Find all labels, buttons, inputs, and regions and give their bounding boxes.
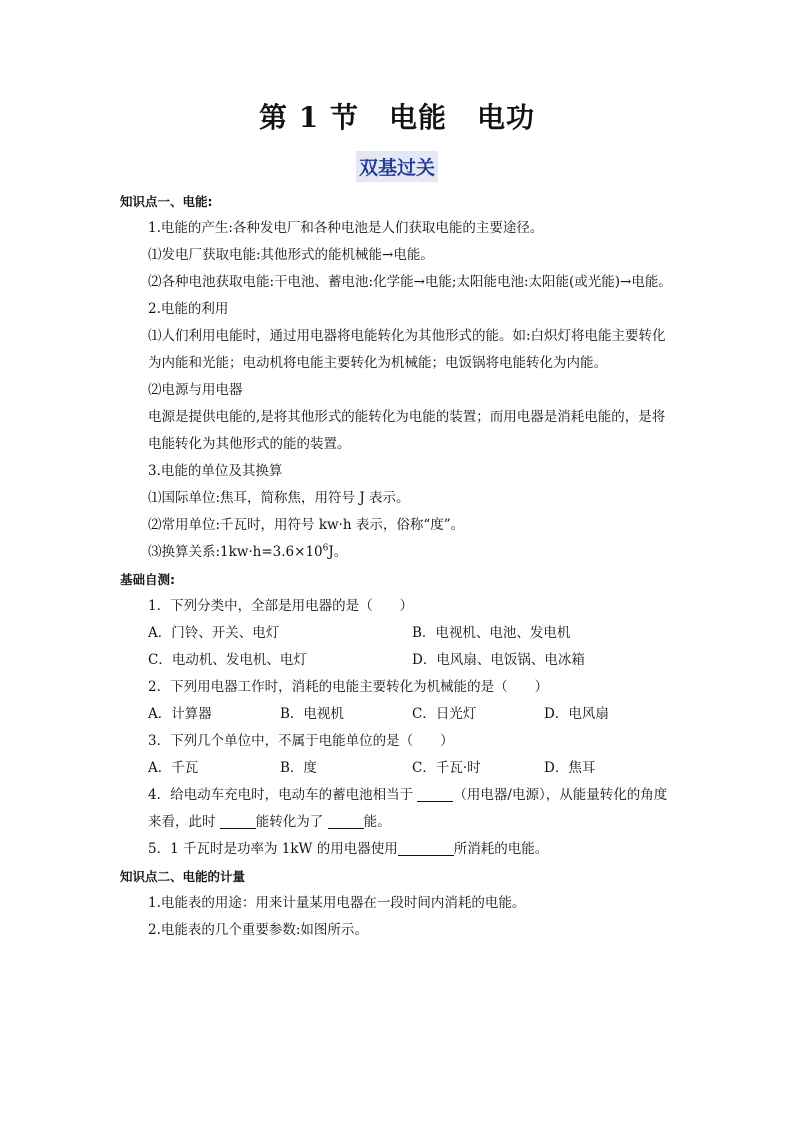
title-part-3: 电功	[476, 101, 535, 134]
page-title	[0, 96, 794, 136]
option: C．日光灯	[412, 706, 477, 722]
formula-text: ⑶换算关系:1kw·h=3.6×10	[148, 544, 323, 560]
option-row	[120, 647, 676, 674]
question-stem: 2．下列用电器工作时，消耗的电能主要转化为机械能的是（ ）	[148, 679, 549, 695]
question-text: 4．给电动车充电时，电动车的蓄电池相当于	[148, 787, 414, 803]
question-text: 能。	[363, 814, 391, 830]
question-stem: 1．下列分类中，全部是用电器的是（ ）	[148, 598, 414, 614]
option: B．度	[280, 760, 317, 776]
paragraph: 1.电能表的用途：用来计量某用电器在一段时间内消耗的电能。	[148, 895, 526, 911]
question-text: 能转化为了	[255, 814, 324, 830]
paragraph: 电源是提供电能的,是将其他形式的能转化为电能的装置；而用电器是消耗电能的，是将电能转化为其他形式的能的装置。	[148, 409, 666, 452]
document-body	[120, 188, 676, 944]
section-banner	[0, 151, 794, 182]
option: A．计算器	[148, 706, 212, 722]
question-text: （用电器/电源），从能量转化的角度来看，此时	[148, 787, 668, 830]
paragraph: ⑵各种电池获取电能:干电池、蓄电池:化学能→电能;太阳能电池:太阳能(或光能)→电能。	[148, 274, 672, 290]
fill-in-question	[120, 782, 676, 836]
formula-unit: J。	[328, 544, 348, 560]
option: D．焦耳	[544, 760, 596, 776]
paragraph: 2.电能的利用	[148, 301, 229, 317]
option-row	[120, 701, 676, 728]
paragraph: 1.电能的产生:各种发电厂和各种电池是人们获取电能的主要途径。	[148, 220, 544, 236]
option: A．千瓦	[148, 760, 199, 776]
title-part-2: 电能	[388, 101, 447, 134]
option-row	[120, 620, 676, 647]
option: B．电视机、电池、发电机	[412, 625, 571, 641]
question-text: 5．1 千瓦时是功率为 1kW 的用电器使用	[148, 841, 398, 857]
section-heading-2: 基础自测:	[120, 572, 175, 587]
option: B．电视机	[280, 706, 344, 722]
paragraph: ⑴国际单位:焦耳，简称焦，用符号 J 表示。	[148, 490, 410, 506]
option: A．门铃、开关、电灯	[148, 625, 280, 641]
paragraph: ⑵常用单位:千瓦时，用符号 kw·h 表示，俗称“度”。	[148, 517, 465, 533]
answer-blank	[417, 785, 453, 802]
question-stem: 3．下列几个单位中，不属于电能单位的是（ ）	[148, 733, 454, 749]
paragraph	[120, 539, 676, 566]
option: C．千瓦·时	[412, 760, 481, 776]
answer-blank	[328, 812, 364, 829]
title-part-1: 第 1 节	[258, 101, 359, 134]
section-banner-text: 双基过关	[356, 151, 438, 182]
answer-blank	[220, 812, 256, 829]
paragraph: 2.电能表的几个重要参数:如图所示。	[148, 922, 368, 938]
option-row	[120, 755, 676, 782]
question-text: 所消耗的电能。	[453, 841, 549, 857]
answer-blank	[398, 839, 454, 856]
paragraph: ⑴发电厂获取电能:其他形式的能机械能→电能。	[148, 247, 434, 263]
option: D．电风扇	[544, 706, 609, 722]
fill-in-question	[120, 836, 676, 863]
paragraph: ⑵电源与用电器	[148, 382, 243, 398]
section-heading-3: 知识点二、电能的计量	[120, 869, 246, 884]
option: C．电动机、发电机、电灯	[148, 652, 307, 668]
paragraph: ⑴人们利用电能时，通过用电器将电能转化为其他形式的能。如:白炽灯将电能主要转化为内能和光能；电动机将电能主要转化为机械能；电饭锅将电能转化为内能。	[148, 328, 666, 371]
formula-exponent: 6	[322, 543, 329, 554]
section-heading-1: 知识点一、电能:	[120, 194, 213, 209]
option: D．电风扇、电饭锅、电冰箱	[412, 652, 585, 668]
paragraph: 3.电能的单位及其换算	[148, 463, 283, 479]
